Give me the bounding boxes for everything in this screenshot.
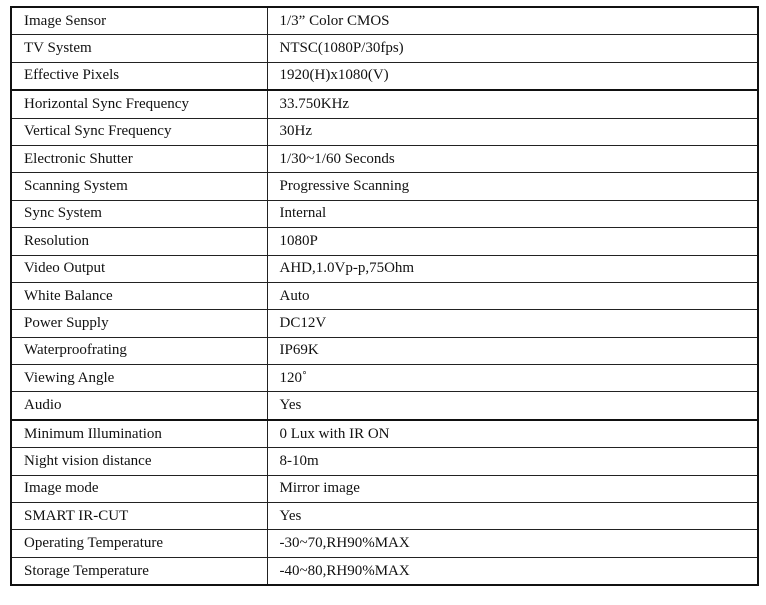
- spec-label: Power Supply: [11, 310, 267, 337]
- spec-label: Operating Temperature: [11, 530, 267, 557]
- spec-value: IP69K: [267, 337, 758, 364]
- table-row: [11, 228, 758, 255]
- spec-value: 8-10m: [267, 448, 758, 475]
- table-row: [11, 173, 758, 200]
- table-row: [11, 337, 758, 364]
- table-row: [11, 530, 758, 557]
- spec-label: Night vision distance: [11, 448, 267, 475]
- spec-value: NTSC(1080P/30fps): [267, 35, 758, 62]
- table-row: [11, 503, 758, 530]
- spec-label: Image mode: [11, 475, 267, 502]
- spec-label: Electronic Shutter: [11, 145, 267, 172]
- spec-value: Mirror image: [267, 475, 758, 502]
- table-row: [11, 392, 758, 420]
- table-row: [11, 475, 758, 502]
- spec-value: 30Hz: [267, 118, 758, 145]
- spec-value: Internal: [267, 200, 758, 227]
- spec-value: 1/30~1/60 Seconds: [267, 145, 758, 172]
- spec-value: 33.750KHz: [267, 90, 758, 118]
- table-row: [11, 420, 758, 448]
- spec-table: [10, 6, 759, 586]
- table-row: [11, 557, 758, 585]
- spec-label: Video Output: [11, 255, 267, 282]
- table-row: [11, 200, 758, 227]
- table-row: [11, 145, 758, 172]
- spec-value: 0 Lux with IR ON: [267, 420, 758, 448]
- spec-label: TV System: [11, 35, 267, 62]
- spec-label: Resolution: [11, 228, 267, 255]
- spec-value: AHD,1.0Vp-p,75Ohm: [267, 255, 758, 282]
- spec-label: Vertical Sync Frequency: [11, 118, 267, 145]
- spec-value: 1920(H)x1080(V): [267, 62, 758, 90]
- table-row: [11, 118, 758, 145]
- spec-value: -40~80,RH90%MAX: [267, 557, 758, 585]
- spec-label: Storage Temperature: [11, 557, 267, 585]
- spec-value: -30~70,RH90%MAX: [267, 530, 758, 557]
- table-row: [11, 365, 758, 392]
- spec-value: 1080P: [267, 228, 758, 255]
- table-row: [11, 35, 758, 62]
- spec-label: Minimum Illumination: [11, 420, 267, 448]
- spec-value: Yes: [267, 392, 758, 420]
- spec-label: Horizontal Sync Frequency: [11, 90, 267, 118]
- table-row: [11, 90, 758, 118]
- spec-label: SMART IR-CUT: [11, 503, 267, 530]
- spec-label: White Balance: [11, 282, 267, 309]
- spec-label: Audio: [11, 392, 267, 420]
- spec-value: Progressive Scanning: [267, 173, 758, 200]
- spec-label: Waterproofrating: [11, 337, 267, 364]
- spec-label: Effective Pixels: [11, 62, 267, 90]
- spec-value: DC12V: [267, 310, 758, 337]
- table-row: [11, 282, 758, 309]
- table-row: [11, 62, 758, 90]
- spec-label: Image Sensor: [11, 7, 267, 35]
- table-row: [11, 7, 758, 35]
- spec-label: Viewing Angle: [11, 365, 267, 392]
- table-row: [11, 310, 758, 337]
- spec-label: Sync System: [11, 200, 267, 227]
- table-row: [11, 448, 758, 475]
- spec-value: Yes: [267, 503, 758, 530]
- spec-value: Auto: [267, 282, 758, 309]
- table-row: [11, 255, 758, 282]
- spec-value: 120˚: [267, 365, 758, 392]
- spec-label: Scanning System: [11, 173, 267, 200]
- spec-value: 1/3” Color CMOS: [267, 7, 758, 35]
